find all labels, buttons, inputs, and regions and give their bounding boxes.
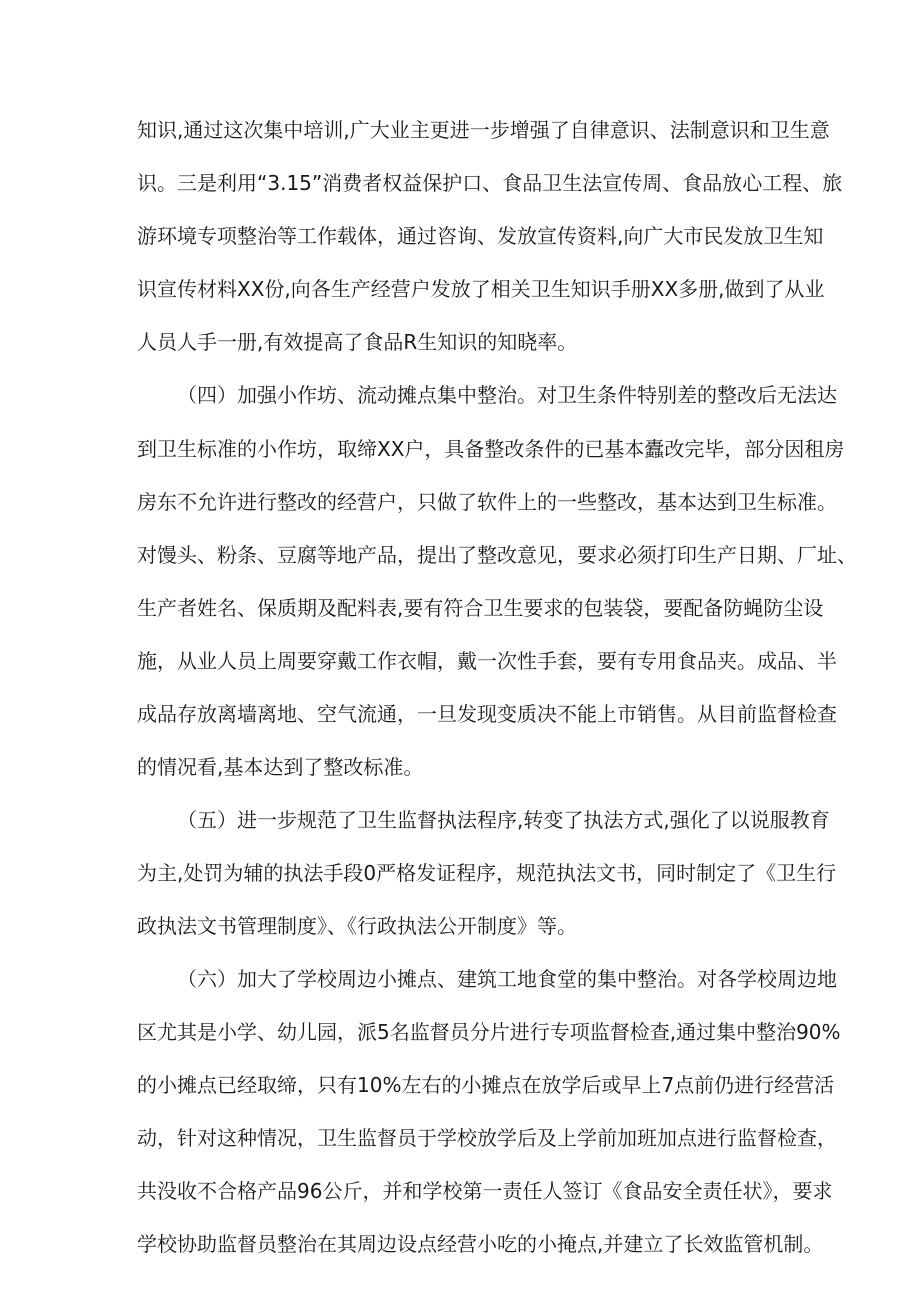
text-line-20: 动，针对这种情况，卫生监督员于学校放学后及上学前加班加点进行监督检查， (137, 1126, 837, 1150)
text-line-17: （六）加大了学校周边小摊点、建筑工地食堂的集中整治。对各学校周边地 (177, 967, 837, 991)
text-line-7: 到卫生标准的小作坊，取缔XX户，具备整改条件的已基本蠹改完毕，部分因租房 (137, 437, 845, 461)
text-line-22: 学校协助监督员整治在其周边设点经营小吃的小掩点,并建立了长效监管机制。 (137, 1232, 824, 1256)
text-line-13: 的情况看,基本达到了整改标准。 (137, 755, 424, 779)
text-line-2: 识。三是利用“3.15”消费者权益保护口、食品卫生法宣传周、食品放心工程、旅 (137, 171, 843, 195)
text-line-16: 政执法文书管理制度》、《行政执法公开制度》等。 (137, 914, 577, 938)
text-line-4: 识宣传材料XX份,向各生产经营户发放了相关卫生知识手册XX多册,做到了从业 (137, 277, 825, 301)
text-line-9: 对馒头、粉条、豆腐等地产品，提出了整改意见，要求必须打印生产日期、厂址、 (137, 543, 857, 567)
text-line-6: （四）加强小作坊、流动摊点集中整治。对卫生条件特别差的整改后无法达 (177, 383, 837, 407)
text-line-19: 的小摊点已经取缔，只有10%左右的小摊点在放学后或早上7点前仍进行经营活 (137, 1073, 835, 1097)
text-line-12: 成品存放离墙离地、空气流通，一旦发现变质决不能上市销售。从目前监督检查 (137, 702, 837, 726)
text-line-21: 共没收不合格产品96公斤，并和学校第一责任人签订《食品安全责任状》，要求 (137, 1179, 833, 1203)
text-line-1: 知识,通过这次集中培训,广大业主更进一步增强了自律意识、法制意识和卫生意 (137, 118, 830, 142)
text-line-18: 区尤其是小学、幼儿园，派5名监督员分片进行专项监督检查,通过集中整治90% (137, 1020, 841, 1044)
text-line-15: 为主,处罚为辅的执法手段0严格发证程序，规范执法文书，同时制定了《卫生行 (137, 861, 837, 885)
text-line-10: 生产者姓名、保质期及配料表,要有符合卫生要求的包装袋，要配备防蝇防尘设 (137, 596, 824, 620)
text-line-11: 施，从业人员上周要穿戴工作衣帽，戴一次性手套，要有专用食品夹。成品、半 (137, 649, 837, 673)
text-line-3: 游环境专项整治等工作载体，通过咨询、发放宣传资料,向广大市民发放卫生知 (137, 224, 824, 248)
text-line-5: 人员人手一册,有效提高了食品R生知识的知晓率。 (137, 330, 578, 354)
text-line-14: （五）进一步规范了卫生监督执法程序,转变了执法方式,强化了以说服教育 (177, 808, 830, 832)
text-line-8: 房东不允许进行整改的经营户，只做了软件上的一些整改，基本达到卫生标准。 (137, 490, 837, 514)
